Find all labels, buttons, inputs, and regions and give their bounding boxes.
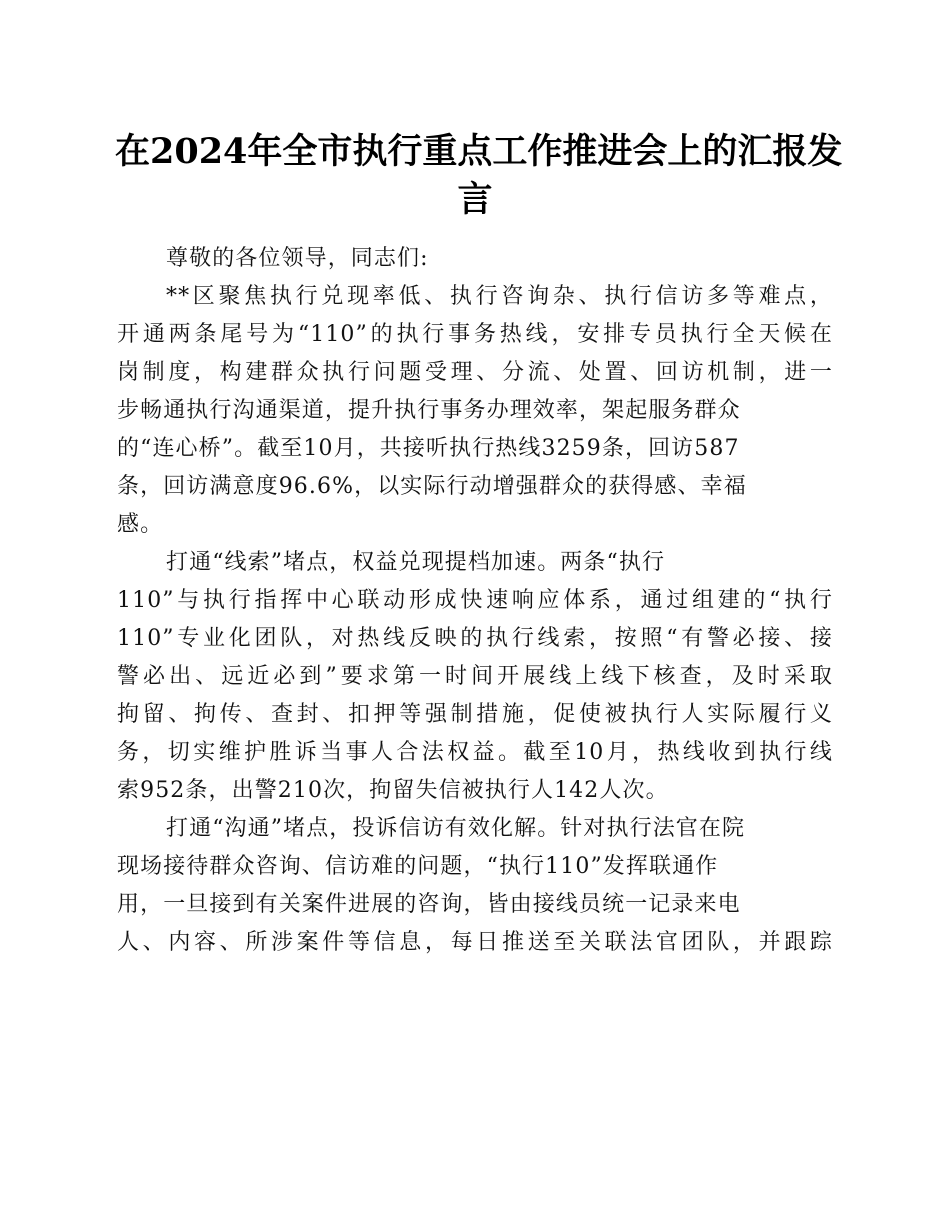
title-line-1: 在2024年全市执行重点工作推进会上的汇报发 <box>115 131 843 172</box>
text-line: 索952条，出警210次，拘留失信被执行人142人次。 <box>117 778 669 803</box>
salutation: 尊敬的各位领导，同志们: <box>166 246 429 271</box>
text-line: 条，回访满意度96.6%，以实际行动增强群众的获得感、幸福 <box>117 474 747 499</box>
title-line-2: 言 <box>457 179 493 220</box>
text-line: 感。 <box>117 512 164 537</box>
text-line: 人、内容、所涉案件等信息，每日推送至关联法官团队，并跟踪 <box>117 930 833 955</box>
text-line: 110”与执行指挥中心联动形成快速响应体系，通过组建的“执行 <box>117 588 833 613</box>
text-line: 务，切实维护胜诉当事人合法权益。截至10月，热线收到执行线 <box>117 740 833 765</box>
text-line: 的“连心桥”。截至10月，共接听执行热线3259条，回访587 <box>117 436 740 461</box>
text-line: 110”专业化团队，对热线反映的执行线索，按照“有警必接、接 <box>117 626 833 651</box>
text-line: 用，一旦接到有关案件进展的咨询，皆由接线员统一记录来电 <box>117 892 741 917</box>
text-line: 警必出、远近必到”要求第一时间开展线上线下核查，及时采取 <box>117 664 833 689</box>
text-line: 步畅通执行沟通渠道，提升执行事务办理效率，架起服务群众 <box>117 398 741 423</box>
text-line: 拘留、拘传、查封、扣押等强制措施，促使被执行人实际履行义 <box>117 702 833 727</box>
text-line: 打通“线索”堵点，权益兑现提档加速。两条“执行 <box>166 550 666 575</box>
text-line: 打通“沟通”堵点，投诉信访有效化解。针对执行法官在院 <box>166 816 746 841</box>
document-body <box>117 240 833 962</box>
text-line: 岗制度，构建群众执行问题受理、分流、处置、回访机制，进一 <box>117 360 833 385</box>
text-line: 现场接待群众咨询、信访难的问题，“执行110”发挥联通作 <box>117 854 719 879</box>
document-title <box>115 128 843 224</box>
text-line: 开通两条尾号为“110”的执行事务热线，安排专员执行全天候在 <box>117 322 833 347</box>
text-line: **区聚焦执行兑现率低、执行咨询杂、执行信访多等难点， <box>166 284 833 309</box>
